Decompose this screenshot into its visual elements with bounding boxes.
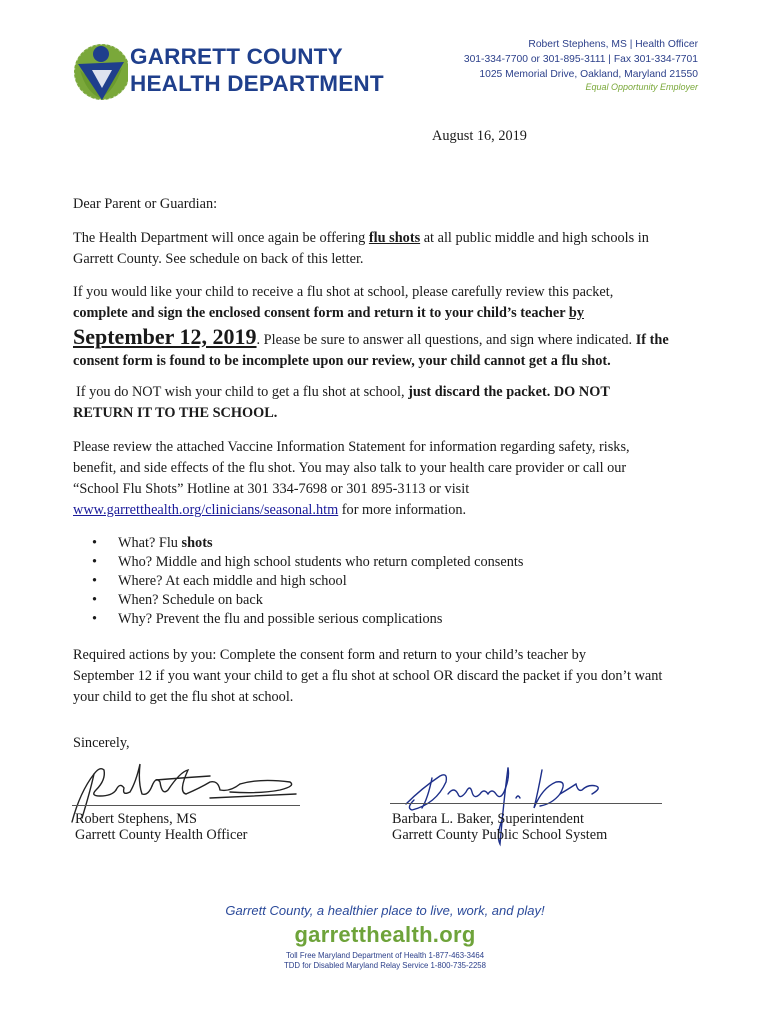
equal-opportunity-label: Equal Opportunity Employer xyxy=(585,82,698,92)
paragraph-2-line-4: consent form is found to be incomplete upon our review, your child cannot get a flu shot. xyxy=(73,353,611,369)
paragraph-2-line-1: If you would like your child to receive a flu shot at school, please carefully review this packet, xyxy=(73,284,614,300)
list-item xyxy=(92,610,523,629)
paragraph-4-line-2: benefit, and side effects of the flu shot. You may also talk to your health care provider or call our xyxy=(73,460,627,476)
paragraph-4-line-1: Please review the attached Vaccine Information Statement for information regarding safety, risks, xyxy=(73,439,630,455)
text-run-bold: If the xyxy=(635,332,669,348)
signatory-left-name: Robert Stephens, MS xyxy=(75,811,197,827)
paragraph-2-line-2 xyxy=(73,303,584,324)
org-name-line2: HEALTH DEPARTMENT xyxy=(130,71,384,96)
text-run: Where? At each middle and high school xyxy=(118,573,347,589)
text-run: Who? Middle and high school students who return completed consents xyxy=(118,554,524,570)
signature-line-left xyxy=(72,805,300,806)
text-run: . Please be sure to answer all questions, and sign where indicated. xyxy=(256,332,636,348)
salutation: Dear Parent or Guardian: xyxy=(73,196,218,212)
by-emphasis: by xyxy=(568,305,584,321)
contact-name: Robert Stephens, MS | Health Officer xyxy=(528,39,698,50)
text-run-bold: shots xyxy=(181,535,213,551)
text-run: complete and sign the enclosed consent form and return it to your child’s teacher xyxy=(73,305,569,321)
list-item xyxy=(92,553,523,572)
text-run: Why? Prevent the flu and possible serious complications xyxy=(118,611,443,627)
text-run-bold: just discard the packet. DO NOT xyxy=(408,384,610,400)
text-run: The Health Department will once again be offering xyxy=(73,230,369,246)
closing: Sincerely, xyxy=(73,735,130,751)
list-item xyxy=(92,572,523,591)
seasonal-info-link[interactable]: www.garretthealth.org/clinicians/seasonal.htm xyxy=(73,502,339,518)
list-item xyxy=(92,534,523,553)
letter-date: August 16, 2019 xyxy=(432,128,527,144)
paragraph-1-line-1 xyxy=(73,228,649,249)
org-name-line1: GARRETT COUNTY xyxy=(130,44,343,69)
paragraph-5-line-3: your child to get the flu shot at school. xyxy=(73,689,294,705)
paragraph-1-line-2: Garrett County. See schedule on back of this letter. xyxy=(73,251,364,267)
contact-address: 1025 Memorial Drive, Oakland, Maryland 21550 xyxy=(479,69,698,80)
info-bullet-list xyxy=(92,534,523,629)
paragraph-2-line-3 xyxy=(73,325,669,352)
footer-website[interactable]: garretthealth.org xyxy=(294,922,476,947)
signatory-right-title: Garrett County Public School System xyxy=(392,827,608,843)
paragraph-3-line-1 xyxy=(76,382,610,403)
signatory-left-title: Garrett County Health Officer xyxy=(75,827,248,843)
text-run: When? Schedule on back xyxy=(118,592,263,608)
paragraph-5-line-1: Required actions by you: Complete the consent form and return to your child’s teacher by xyxy=(73,647,586,663)
text-run: If you do NOT wish your child to get a flu shot at school, xyxy=(76,384,409,400)
paragraph-4-line-4 xyxy=(73,500,466,521)
signatory-right-name: Barbara L. Baker, Superintendent xyxy=(392,811,584,827)
footer-tagline: Garrett County, a healthier place to live, work, and play! xyxy=(225,903,545,918)
deadline-date: September 12, 2019 xyxy=(73,324,257,349)
garrett-county-health-logo-icon xyxy=(70,40,128,102)
signature-line-right xyxy=(390,803,662,804)
flu-shots-emphasis: flu shots xyxy=(368,230,421,246)
footer-tdd: TDD for Disabled Maryland Relay Service 1-800-735-2258 xyxy=(284,961,486,970)
contact-phone: 301-334-7700 or 301-895-3111 | Fax 301-334-7701 xyxy=(463,54,698,65)
footer-tollfree: Toll Free Maryland Department of Health 1-877-463-3464 xyxy=(285,951,485,960)
text-run: at all public middle and high schools in xyxy=(420,230,649,246)
list-item xyxy=(92,591,523,610)
text-run: What? Flu xyxy=(118,535,182,551)
paragraph-3-line-2: RETURN IT TO THE SCHOOL. xyxy=(73,405,278,421)
text-run: for more information. xyxy=(338,502,467,518)
paragraph-4-line-3: “School Flu Shots” Hotline at 301 334-7698 or 301 895-3113 or visit xyxy=(73,481,470,497)
paragraph-5-line-2: September 12 if you want your child to get a flu shot at school OR discard the packet if you don’t want xyxy=(73,668,663,684)
